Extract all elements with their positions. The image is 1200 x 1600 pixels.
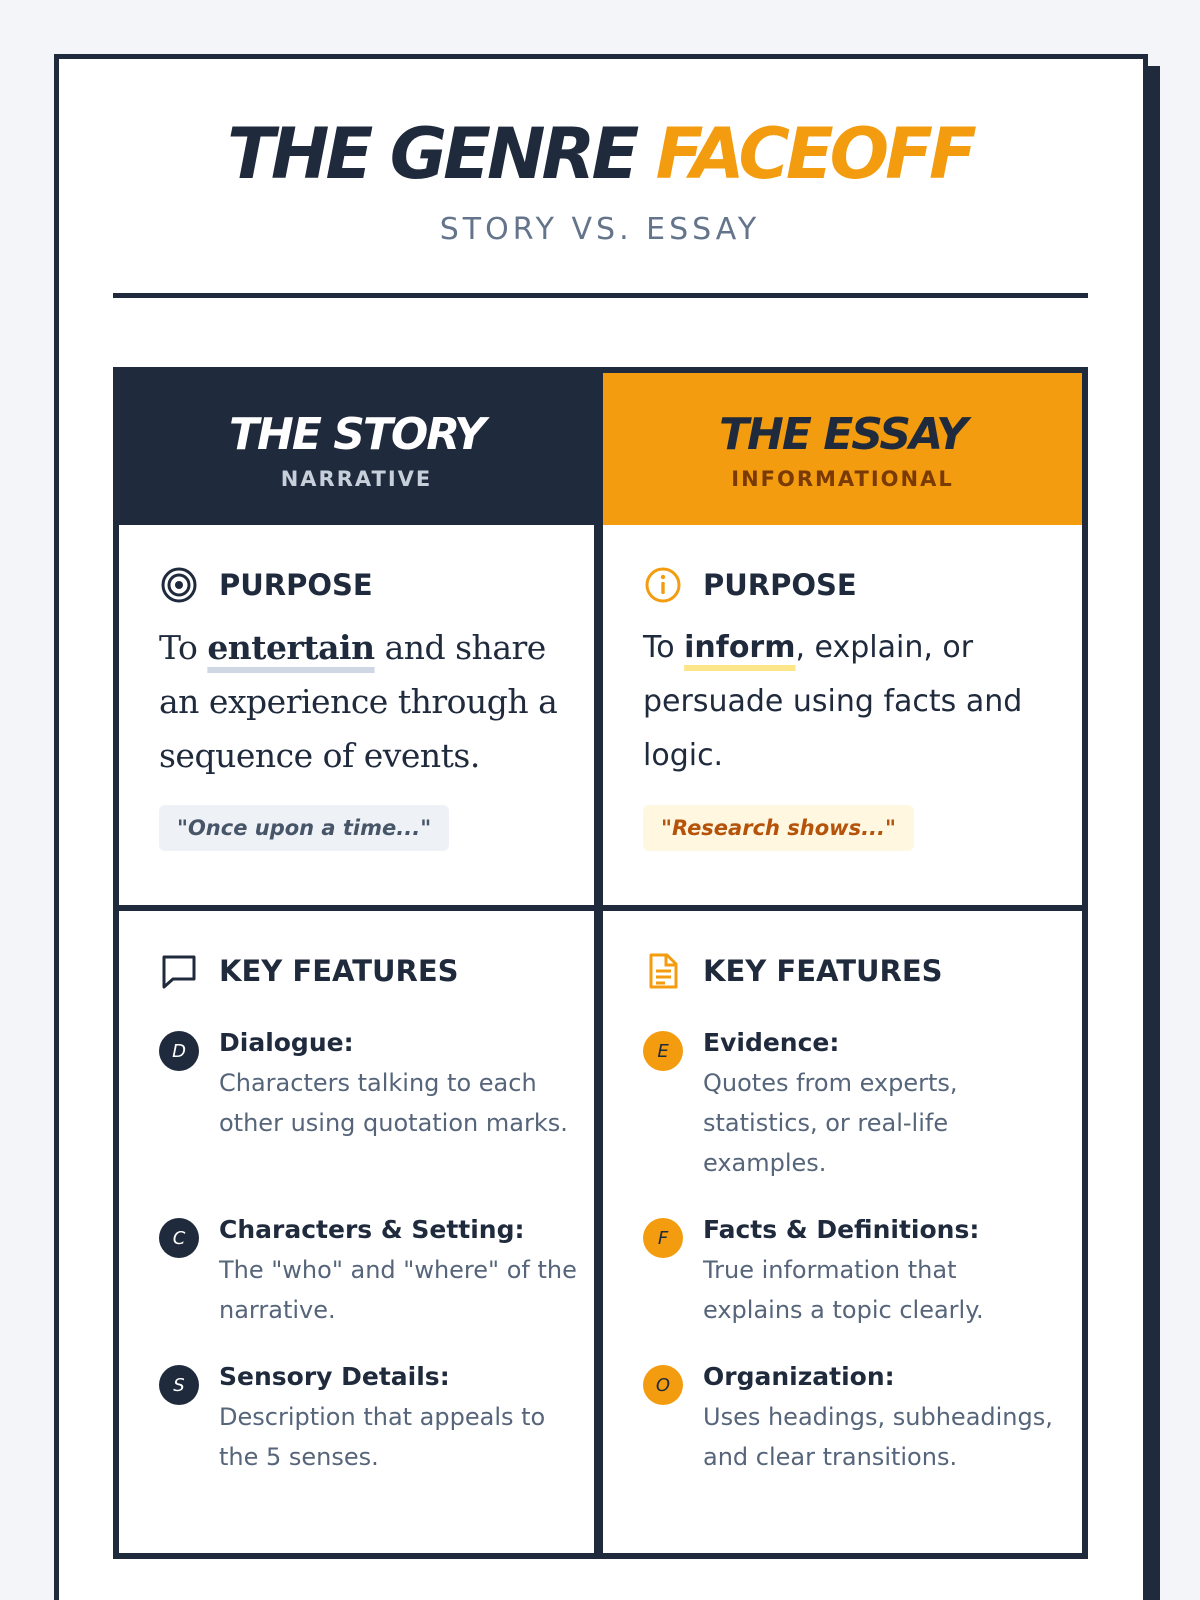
story-purpose-heading [159, 565, 373, 605]
essay-purpose-heading [643, 565, 857, 605]
feature-item [159, 1210, 579, 1330]
story-purpose-text-before: To [159, 628, 208, 667]
feature-description: Quotes from experts, statistics, or real-life examples. [703, 1069, 958, 1177]
title-divider [113, 293, 1088, 298]
target-icon [159, 565, 199, 605]
feature-item [643, 1210, 1063, 1330]
feature-title: Facts & Definitions: [703, 1215, 980, 1244]
essay-example-chip: "Research shows..." [643, 805, 914, 851]
feature-badge: C [159, 1218, 199, 1258]
essay-purpose-text-after: , explain, or persuade using facts and logic. [643, 630, 1023, 773]
page-subtitle: STORY VS. ESSAY [439, 212, 761, 247]
feature-item [643, 1357, 1063, 1477]
feature-badge: F [643, 1218, 683, 1258]
title-main: THE GENRE [227, 113, 636, 195]
info-icon [643, 565, 683, 605]
feature-title: Dialogue: [219, 1028, 354, 1057]
feature-description: Uses headings, subheadings, and clear transitions. [703, 1403, 1053, 1471]
story-features-heading [159, 951, 459, 991]
feature-description: True information that explains a topic clearly. [703, 1256, 984, 1324]
feature-badge: O [643, 1365, 683, 1405]
feature-title: Sensory Details: [219, 1362, 450, 1391]
essay-purpose-text-before: To [643, 630, 685, 665]
speech-bubble-icon [159, 951, 199, 991]
story-purpose-cell [119, 525, 594, 905]
feature-description: Characters talking to each other using quotation marks. [219, 1069, 568, 1137]
feature-badge: D [159, 1031, 199, 1071]
essay-features-cell [603, 911, 1082, 1553]
page-title [0, 112, 1200, 196]
story-column-header [119, 373, 594, 525]
story-purpose-label: PURPOSE [219, 568, 373, 602]
story-subheading: NARRATIVE [280, 467, 433, 491]
essay-purpose-keyword: inform [684, 630, 796, 665]
story-example-chip: "Once upon a time..." [159, 805, 449, 851]
story-purpose-keyword: entertain [207, 628, 375, 667]
story-features-cell [119, 911, 594, 1553]
feature-item [643, 1023, 1063, 1183]
essay-heading: THE ESSAY [719, 409, 966, 460]
story-purpose-text [159, 621, 569, 783]
essay-features-heading [643, 951, 943, 991]
essay-subheading: INFORMATIONAL [731, 467, 954, 491]
essay-column-header [603, 373, 1082, 525]
feature-description: The "who" and "where" of the narrative. [219, 1256, 577, 1324]
comparison-table [113, 367, 1088, 1559]
feature-badge: S [159, 1365, 199, 1405]
feature-badge: E [643, 1031, 683, 1071]
document-icon [643, 951, 683, 991]
essay-purpose-text [643, 621, 1053, 783]
feature-title: Evidence: [703, 1028, 840, 1057]
story-heading: THE STORY [228, 409, 485, 460]
essay-purpose-cell [603, 525, 1082, 905]
feature-description: Description that appeals to the 5 senses. [219, 1403, 546, 1471]
essay-purpose-label: PURPOSE [703, 568, 857, 602]
story-features-label: KEY FEATURES [219, 954, 459, 988]
title-accent: FACEOFF [655, 113, 973, 195]
feature-item [159, 1357, 579, 1477]
story-purpose-text-after: and share an experience through a sequence of events. [159, 628, 558, 775]
feature-item [159, 1023, 579, 1143]
feature-title: Characters & Setting: [219, 1215, 525, 1244]
feature-title: Organization: [703, 1362, 895, 1391]
essay-features-label: KEY FEATURES [703, 954, 943, 988]
